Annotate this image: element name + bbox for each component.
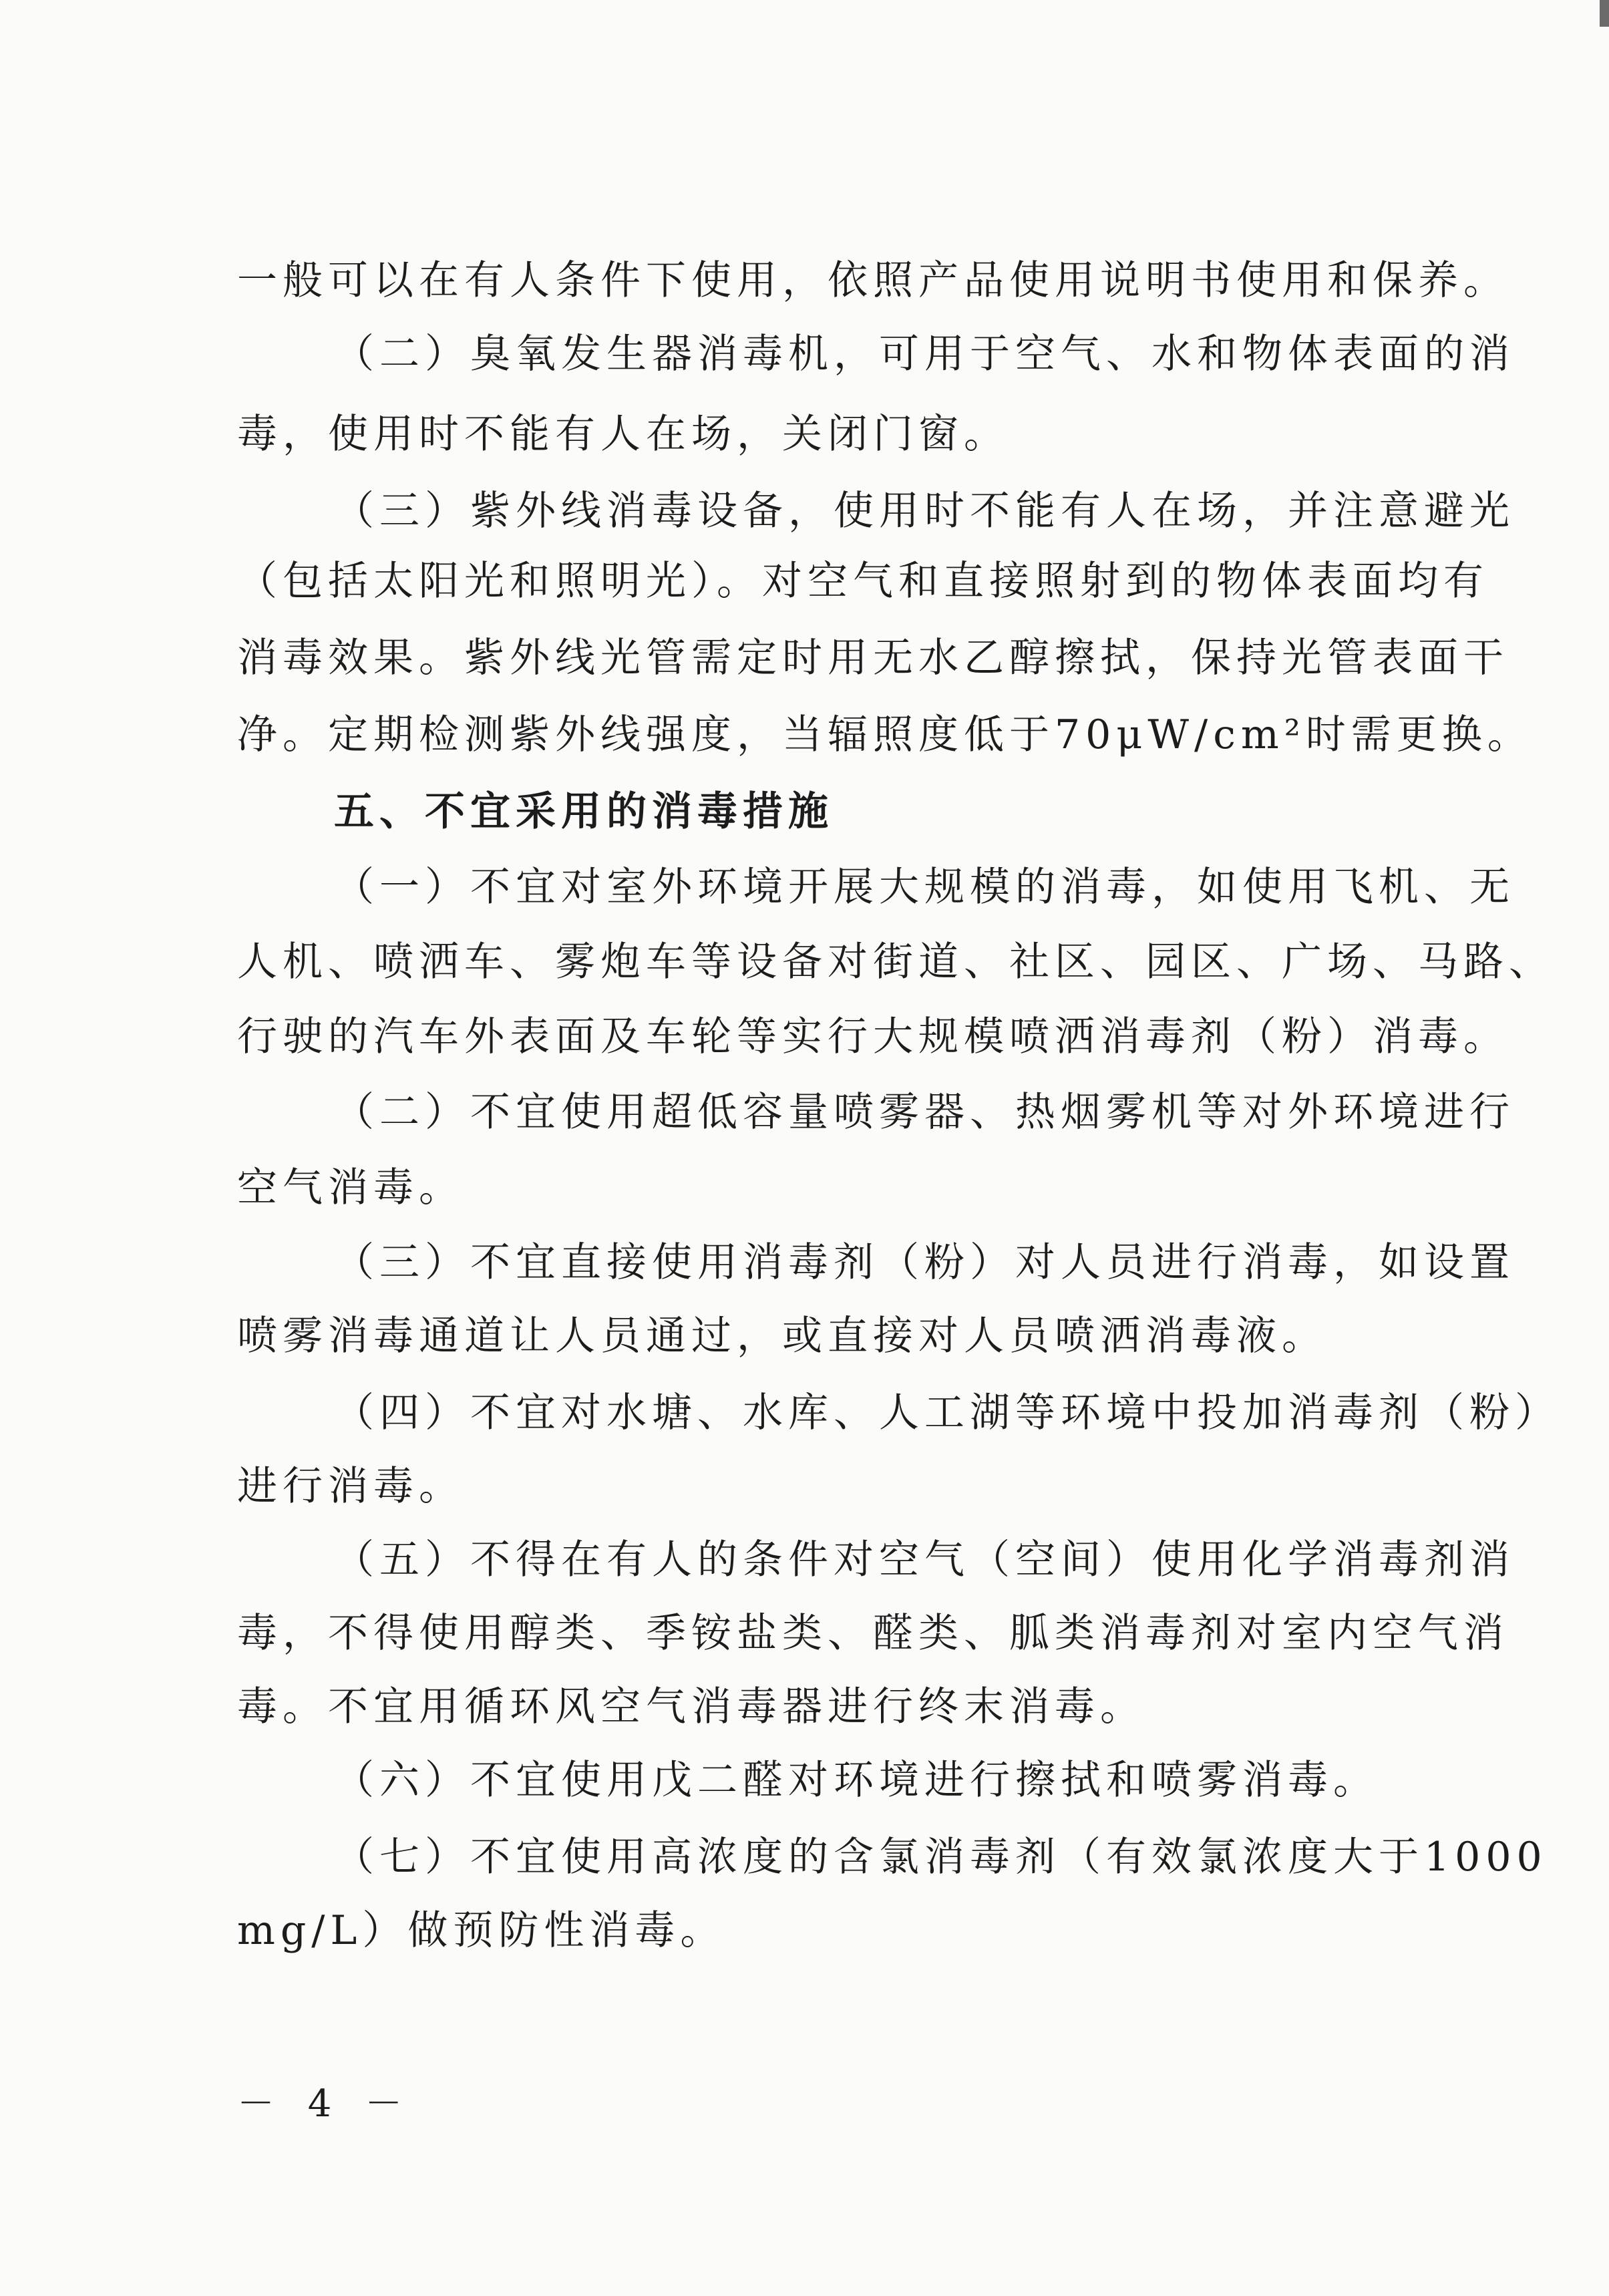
paragraph-line: （五）不得在有人的条件对空气（空间）使用化学消毒剂消 (334, 1536, 1515, 1583)
paragraph-line: （七）不宜使用高浓度的含氯消毒剂（有效氯浓度大于1000 (334, 1834, 1548, 1880)
paragraph-line: （一）不宜对室外环境开展大规模的消毒，如使用飞机、无 (334, 864, 1515, 911)
paragraph-line: 喷雾消毒通道让人员通过，或直接对人员喷洒消毒液。 (237, 1313, 1327, 1359)
paragraph-line: （四）不宜对水塘、水库、人工湖等环境中投加消毒剂（粉） (334, 1389, 1560, 1436)
section-heading: 五、不宜采用的消毒措施 (334, 788, 834, 835)
paragraph-line: 毒，使用时不能有人在场，关闭门窗。 (237, 411, 1009, 458)
paragraph-line: 空气消毒。 (237, 1164, 464, 1211)
paragraph-line: 消毒效果。紫外线光管需定时用无水乙醇擦拭，保持光管表面干 (237, 635, 1509, 681)
paragraph-line: 毒，不得使用醇类、季铵盐类、醛类、胍类消毒剂对室内空气消 (237, 1610, 1509, 1657)
paragraph-line: （六）不宜使用戊二醛对环境进行擦拭和喷雾消毒。 (334, 1757, 1379, 1804)
paragraph-line: mg/L）做预防性消毒。 (237, 1907, 726, 1954)
paragraph-line: （三）紫外线消毒设备，使用时不能有人在场，并注意避光 (334, 488, 1515, 534)
paragraph-line: 人机、喷洒车、雾炮车等设备对街道、社区、园区、广场、马路、 (237, 939, 1554, 985)
paragraph-line: 进行消毒。 (237, 1463, 464, 1510)
paragraph-line: 行驶的汽车外表面及车轮等实行大规模喷洒消毒剂（粉）消毒。 (237, 1013, 1509, 1060)
page-number: － 4 － (237, 2082, 413, 2126)
paragraph-line: 净。定期检测紫外线强度，当辐照度低于70μW/cm²时需更换。 (237, 711, 1533, 758)
paragraph-line: （二）臭氧发生器消毒机，可用于空气、水和物体表面的消 (334, 331, 1515, 377)
paragraph-line: （包括太阳光和照明光）。对空气和直接照射到的物体表面均有 (237, 558, 1489, 605)
paragraph-line: 毒。不宜用循环风空气消毒器进行终末消毒。 (237, 1683, 1145, 1730)
scan-edge-mark (1600, 0, 1609, 27)
paragraph-line: 一般可以在有人条件下使用，依照产品使用说明书使用和保养。 (237, 257, 1509, 304)
paragraph-line: （二）不宜使用超低容量喷雾器、热烟雾机等对外环境进行 (334, 1089, 1515, 1136)
paragraph-line: （三）不宜直接使用消毒剂（粉）对人员进行消毒，如设置 (334, 1239, 1515, 1286)
